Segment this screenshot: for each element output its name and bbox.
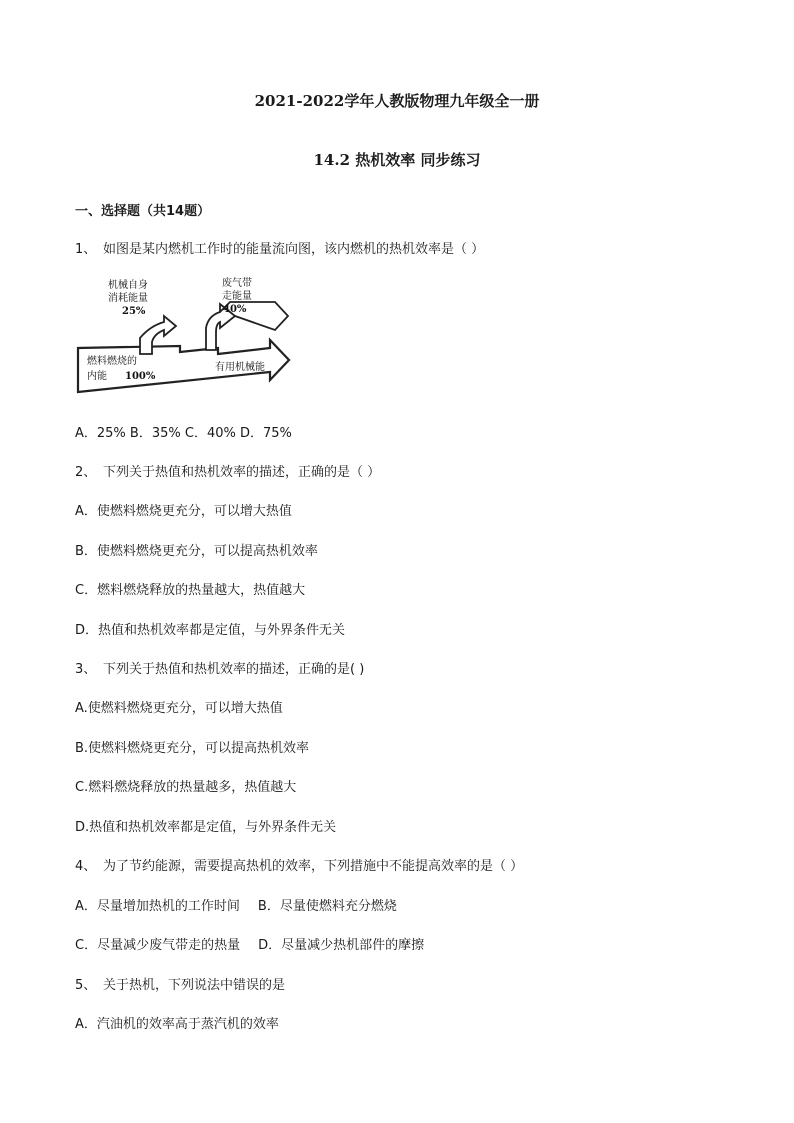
question-stem: 如图是某内燃机工作时的能量流向图，该内燃机的热机效率是（ ）	[103, 242, 485, 257]
question-4	[75, 855, 523, 874]
option-a: A．尽量增加热机的工作时间	[75, 899, 240, 914]
loss2-label-line2: 走能量	[222, 291, 252, 302]
option-d: D．热值和热机效率都是定值，与外界条件无关	[75, 623, 346, 638]
section-heading: 一、选择题（共14题）	[75, 204, 211, 219]
question-number: 3、	[75, 662, 97, 677]
input-label-line2: 内能	[87, 371, 107, 382]
loss1-percent: 25%	[122, 306, 146, 317]
question-stem: 关于热机，下列说法中错误的是	[103, 978, 286, 993]
option-a: A．使燃料燃烧更充分，可以增大热值	[75, 504, 292, 519]
question-number: 5、	[75, 978, 97, 993]
loss1-label-line1: 机械自身	[108, 280, 148, 291]
option-d: D．尽量减少热机部件的摩擦	[258, 938, 425, 953]
options-row-cd	[75, 934, 424, 953]
question-3	[75, 658, 364, 677]
question-number: 4、	[75, 859, 97, 874]
option-a: A.使燃料燃烧更充分，可以增大热值	[75, 701, 283, 716]
option-c: C．尽量减少废气带走的热量	[75, 938, 241, 953]
question-number: 1、	[75, 242, 97, 257]
question-5	[75, 974, 285, 993]
question-number: 2、	[75, 465, 97, 480]
question-stem: 为了节约能源，需要提高热机的效率，下列措施中不能提高效率的是（ ）	[103, 859, 524, 874]
option-c: C.燃料燃烧释放的热量越多，热值越大	[75, 780, 297, 795]
option-b: B.使燃料燃烧更充分，可以提高热机效率	[75, 741, 310, 756]
options-row-ab	[75, 895, 397, 914]
question-stem: 下列关于热值和热机效率的描述，正确的是（ ）	[103, 465, 381, 480]
option-a: A．汽油机的效率高于蒸汽机的效率	[75, 1017, 279, 1032]
option-d: D.热值和热机效率都是定值，与外界条件无关	[75, 820, 337, 835]
option-c: C．燃料燃烧释放的热量越大，热值越大	[75, 583, 306, 598]
question-1-options: A．25% B．35% C．40% D．75%	[75, 426, 292, 441]
loss2-percent: 40%	[223, 304, 247, 315]
loss1-label-line2: 消耗能量	[108, 293, 148, 304]
question-2	[75, 461, 380, 480]
output-label: 有用机械能	[215, 362, 265, 373]
input-percent: 100%	[125, 371, 156, 382]
option-b: B．尽量使燃料充分燃烧	[257, 899, 397, 914]
loss2-label-line1: 废气带	[222, 278, 252, 289]
energy-flow-diagram	[70, 276, 295, 396]
input-label-line1: 燃料燃烧的	[87, 356, 137, 367]
question-stem: 下列关于热值和热机效率的描述，正确的是( )	[103, 662, 365, 677]
question-1	[75, 238, 484, 257]
lesson-title: 14.2 热机效率 同步练习	[313, 151, 481, 169]
document-title: 2021-2022学年人教版物理九年级全一册	[254, 92, 540, 110]
option-b: B．使燃料燃烧更充分，可以提高热机效率	[75, 544, 318, 559]
